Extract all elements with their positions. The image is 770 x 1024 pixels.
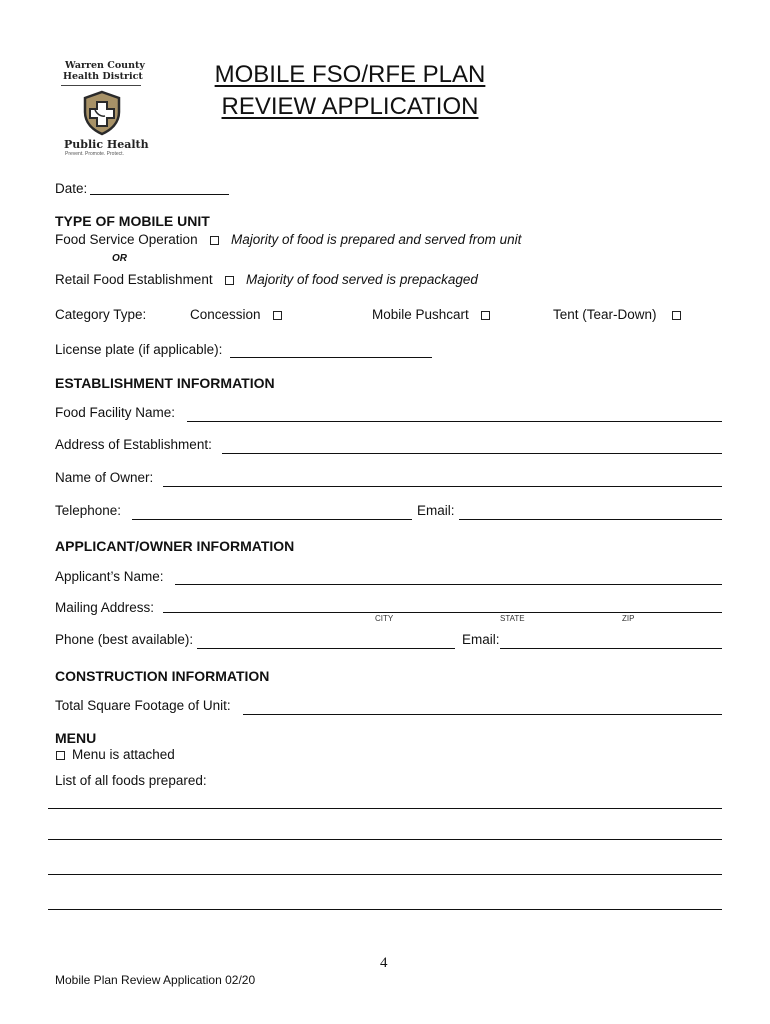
foods-prepared-line[interactable]: [48, 909, 722, 910]
square-footage-label: Total Square Footage of Unit:: [55, 698, 231, 713]
applicant-name-field[interactable]: [175, 584, 722, 585]
date-label: Date:: [55, 181, 88, 196]
logo: [55, 58, 147, 158]
category-pushcart-checkbox[interactable]: [481, 311, 490, 320]
establishment-email-label: Email:: [417, 503, 455, 518]
facility-name-field[interactable]: [187, 421, 722, 422]
license-plate-label: License plate (if applicable):: [55, 342, 223, 357]
page-title-line1: MOBILE FSO/RFE PLAN: [214, 61, 486, 88]
establishment-address-label: Address of Establishment:: [55, 437, 212, 452]
applicant-name-label: Applicant’s Name:: [55, 569, 164, 584]
logo-org-line1: Warren County: [65, 60, 145, 71]
menu-heading: MENU: [55, 730, 97, 746]
category-concession-label: Concession: [190, 307, 261, 322]
license-plate-field[interactable]: [230, 357, 432, 358]
foods-prepared-line[interactable]: [48, 839, 722, 840]
mailing-address-label: Mailing Address:: [55, 600, 155, 615]
establishment-heading: ESTABLISHMENT INFORMATION: [55, 375, 275, 391]
food-service-checkbox[interactable]: [210, 236, 219, 245]
establishment-address-field[interactable]: [222, 453, 722, 454]
zip-caption: ZIP: [622, 614, 635, 623]
food-service-label: Food Service Operation: [55, 232, 198, 247]
owner-name-label: Name of Owner:: [55, 470, 154, 485]
mailing-address-field[interactable]: [163, 612, 722, 613]
square-footage-field[interactable]: [243, 714, 722, 715]
shield-cross-icon: [81, 90, 123, 136]
category-pushcart-label: Mobile Pushcart: [372, 307, 469, 322]
phone-field[interactable]: [197, 648, 455, 649]
state-caption: STATE: [500, 614, 525, 623]
telephone-field[interactable]: [132, 519, 412, 520]
retail-checkbox[interactable]: [225, 276, 234, 285]
foods-prepared-label: List of all foods prepared:: [55, 773, 207, 788]
owner-name-field[interactable]: [163, 486, 722, 487]
or-label: OR: [112, 253, 127, 264]
category-label: Category Type:: [55, 307, 147, 322]
retail-note: Majority of food served is prepackaged: [246, 272, 478, 287]
logo-org-line2: Health District: [63, 71, 143, 82]
applicant-email-field[interactable]: [500, 648, 722, 649]
facility-name-label: Food Facility Name:: [55, 405, 176, 420]
menu-attached-label: Menu is attached: [72, 747, 175, 762]
telephone-label: Telephone:: [55, 503, 122, 518]
menu-attached-checkbox[interactable]: [56, 751, 65, 760]
logo-tagline: Prevent. Promote. Protect.: [65, 151, 124, 157]
type-of-unit-heading: TYPE OF MOBILE UNIT: [55, 213, 210, 229]
page-title-line2: REVIEW APPLICATION: [221, 93, 479, 120]
logo-public-health: Public Health: [64, 138, 149, 151]
footer-doc-label: Mobile Plan Review Application 02/20: [55, 973, 256, 987]
foods-prepared-line[interactable]: [48, 808, 722, 809]
phone-label: Phone (best available):: [55, 632, 194, 647]
category-tent-label: Tent (Tear-Down): [553, 307, 657, 322]
food-service-note: Majority of food is prepared and served from unit: [231, 232, 522, 247]
date-field[interactable]: [90, 194, 229, 195]
construction-heading: CONSTRUCTION INFORMATION: [55, 668, 270, 684]
category-concession-checkbox[interactable]: [273, 311, 282, 320]
retail-label: Retail Food Establishment: [55, 272, 213, 287]
logo-divider: [61, 85, 141, 86]
category-tent-checkbox[interactable]: [672, 311, 681, 320]
city-caption: CITY: [375, 614, 394, 623]
foods-prepared-line[interactable]: [48, 874, 722, 875]
applicant-heading: APPLICANT/OWNER INFORMATION: [55, 538, 295, 554]
page-number: 4: [380, 955, 388, 971]
applicant-email-label: Email:: [462, 632, 500, 647]
establishment-email-field[interactable]: [459, 519, 722, 520]
